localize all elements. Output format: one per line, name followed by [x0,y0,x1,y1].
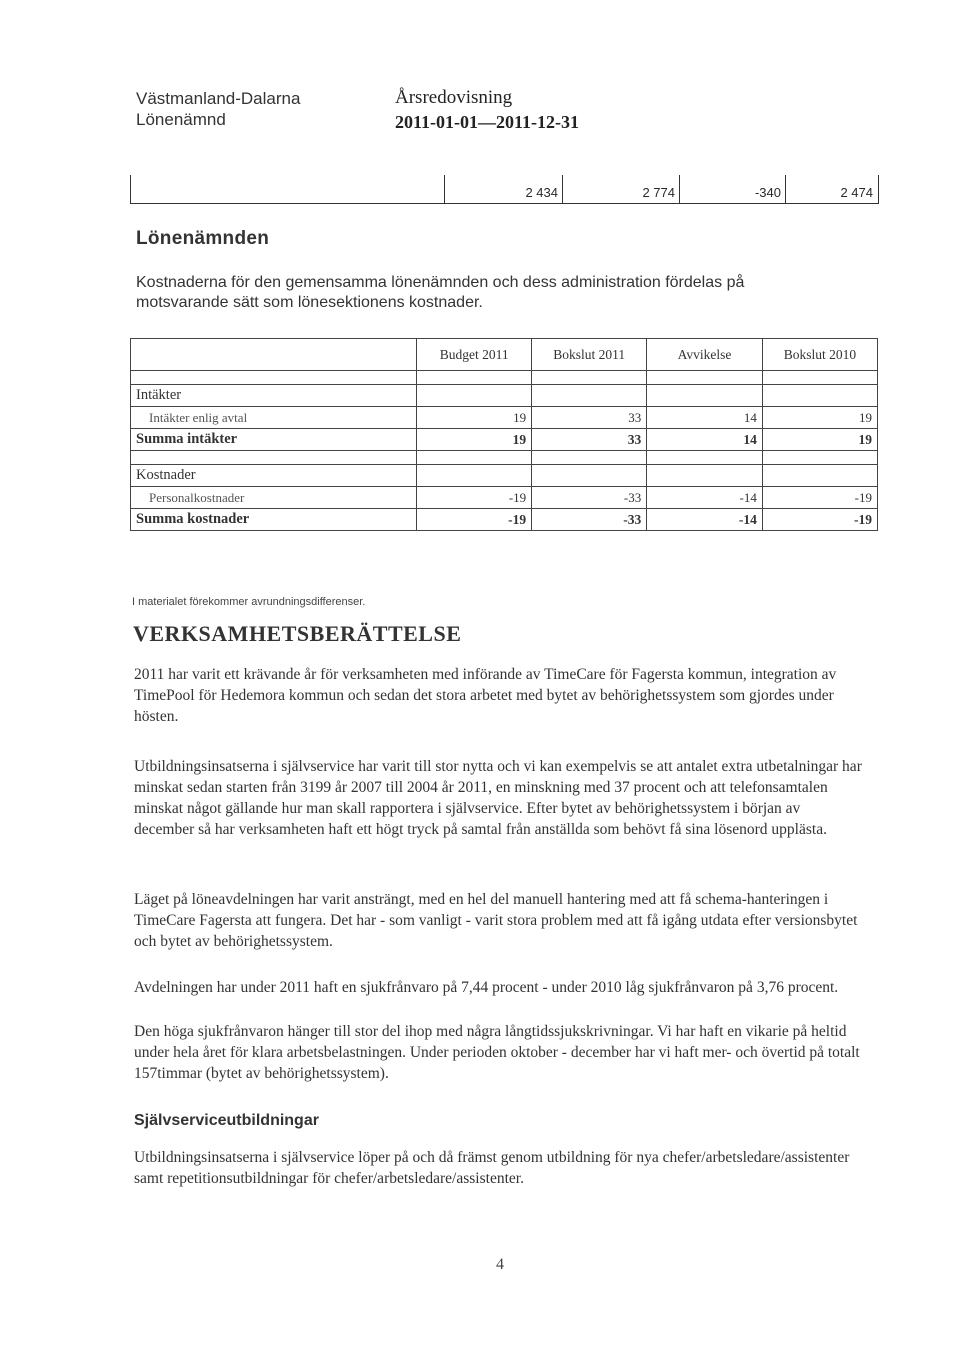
table-row [131,487,878,509]
table-cell: -19 [762,509,877,531]
income-row-label: Intäkter enlig avtal [131,407,417,429]
table-row [131,509,878,531]
organization-name: Västmanland-Dalarna [136,89,301,108]
summary-value-1: 2 434 [444,175,562,203]
table-cell: -19 [762,487,877,509]
table-cell: 19 [417,407,532,429]
document-title: Årsredovisning [395,87,513,108]
summary-value-2: 2 774 [562,175,679,203]
page-number: 4 [496,1256,504,1273]
financial-table [130,338,878,531]
report-paragraph-4: Avdelningen har under 2011 haft en sjukfrånvaro på 7,44 procent - under 2010 låg sjukfrånvaron på 3,76 procent. [134,979,839,996]
table-cell: -33 [532,487,647,509]
report-paragraph-2: Utbildningsinsatserna i självservice har varit till stor nytta och vi kan exempelvis se att antalet extra utbetalningar har minskat sedan starten från 3199 år 2007 till 2004 år 2011, en minskning med 37 procent och att telefonsamtalen minskat något gällande hur man skall rapportera i självservice. Efter bytet av behörighetssystem i början av december så har verksamheten haft ett högt tryck på samtal från anställda som behövt få sina lösenord upplästa. [134,758,862,838]
table-cell: 14 [647,407,763,429]
report-paragraph-6: Utbildningsinsatserna i självservice löper på och då främst genom utbildning för nya chefer/arbetsledare/assistenter samt repetitionsutbildningar för chefer/arbetsledare/assistenter. [134,1149,850,1187]
column-header: Budget 2011 [417,339,532,371]
column-header: Avvikelse [647,339,763,371]
income-total-label: Summa intäkter [131,429,417,451]
costs-row-label: Personalkostnader [131,487,417,509]
report-paragraph-1: 2011 har varit ett krävande år för verksamheten med införande av TimeCare för Fagersta kommun, integration av TimePool för Hedemora kommun och sedan det stora arbetet med bytet av behörighetssystem som gjordes under hösten. [134,666,837,725]
document-header-center [395,86,579,134]
income-heading: Intäkter [131,385,417,407]
column-header: Bokslut 2010 [762,339,877,371]
table-header-row [131,339,878,371]
table-cell: 19 [417,429,532,451]
table-cell: 33 [532,407,647,429]
document-header-left [136,88,300,130]
table-cell: -33 [532,509,647,531]
summary-value-3: -340 [679,175,785,203]
table-cell: -19 [417,509,532,531]
table-spacer [131,451,878,465]
section-title: Lönenämnden [136,228,270,249]
column-header: Bokslut 2011 [532,339,647,371]
subheading-self-service-training: Självserviceutbildningar [134,1112,319,1129]
report-paragraph-3: Läget på löneavdelningen har varit ansträngt, med en hel del manuell hantering med att få schema-hanteringen i TimeCare Fagersta att fungera. Det har - som vanligt - varit stora problem med att få igång utdata efter versionsbytet och bytet av behörighetssystem. [134,891,858,950]
table-cell: 19 [762,429,877,451]
table-spacer [131,371,878,385]
previous-section-summary-row [130,175,879,204]
table-cell: -14 [647,487,763,509]
table-header-blank [131,339,417,371]
table-cell: -14 [647,509,763,531]
table-cell: 19 [762,407,877,429]
table-cell: 33 [532,429,647,451]
table-row [131,385,878,407]
report-period: 2011-01-01—2011-12-31 [395,112,579,132]
section-intro: Kostnaderna för den gemensamma lönenämnden och dess administration fördelas på motsvarande sätt som lönesektionens kostnader. [136,274,745,311]
report-title: VERKSAMHETSBERÄTTELSE [133,621,462,646]
table-cell: 14 [647,429,763,451]
table-cell: -19 [417,487,532,509]
table-row [131,407,878,429]
costs-total-label: Summa kostnader [131,509,417,531]
table-row [131,429,878,451]
costs-heading: Kostnader [131,465,417,487]
summary-value-4: 2 474 [785,175,877,203]
rounding-note: I materialet förekommer avrundningsdifferenser. [132,596,366,608]
unit-name: Lönenämnd [136,110,226,129]
report-paragraph-5: Den höga sjukfrånvaron hänger till stor del ihop med några långtidssjukskrivningar. Vi har haft en vikarie på heltid under hela året för klara arbetsbelastningen. Under perioden oktober - december har vi haft mer- och övertid på totalt 157timmar (bytet av behörighetssystem). [134,1023,860,1082]
table-row [131,465,878,487]
